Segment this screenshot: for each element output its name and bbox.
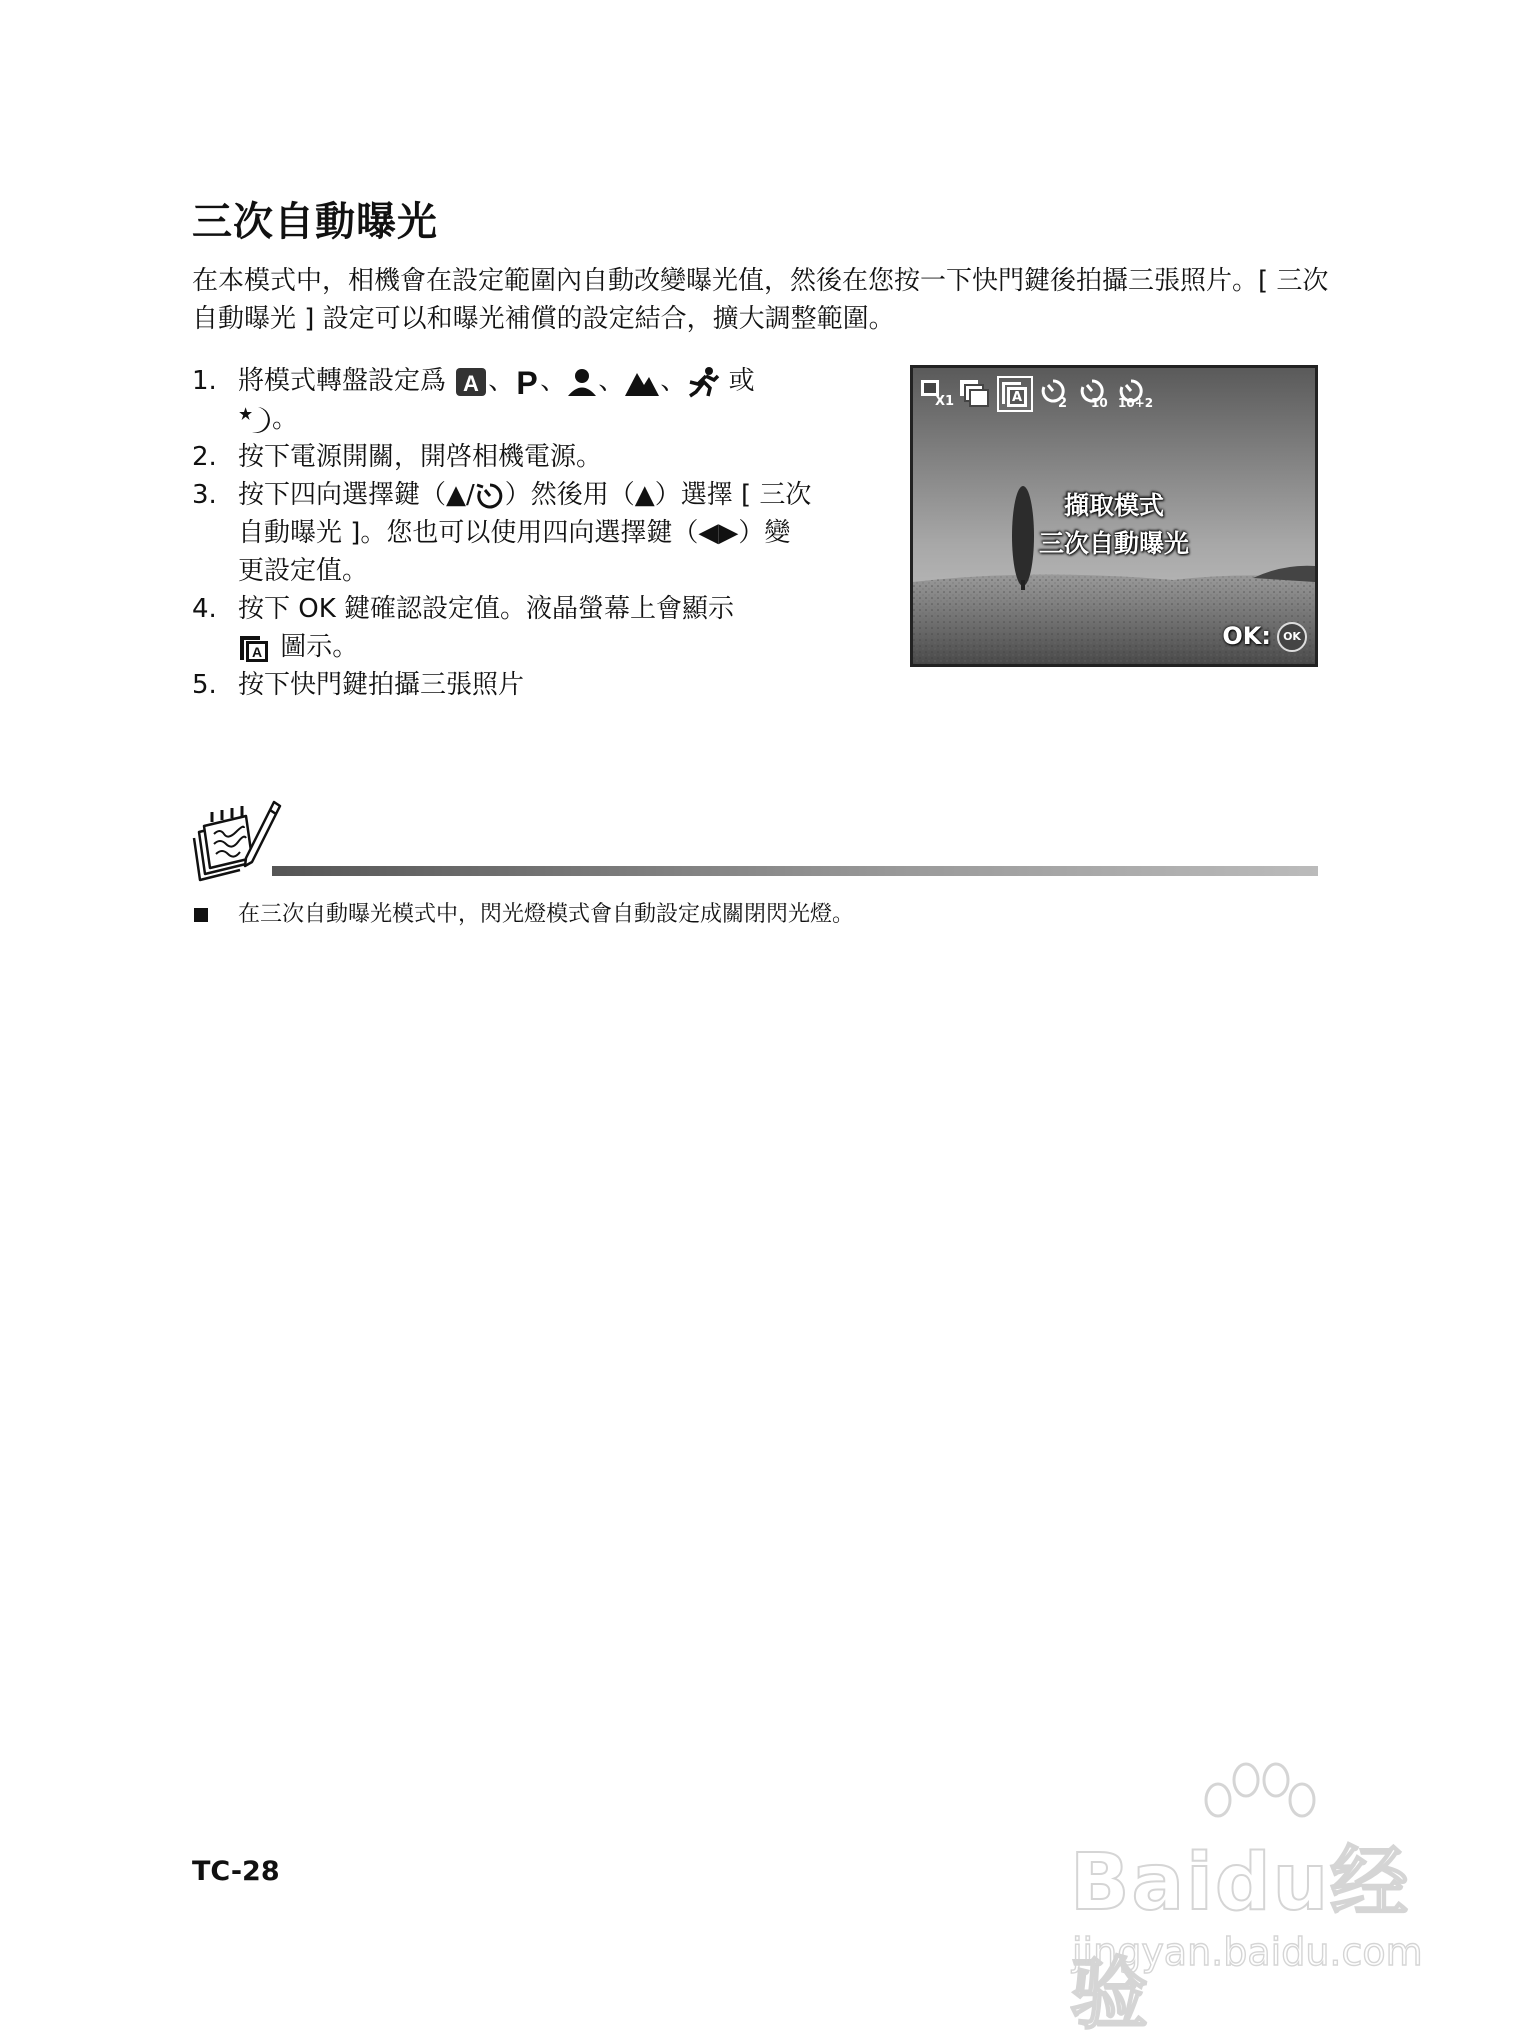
capture-mode-toolbar [919, 374, 1154, 412]
timer-10s-label: 10 [1091, 396, 1108, 410]
landscape-mode-icon [624, 367, 660, 397]
list-item [192, 476, 812, 590]
step-text-or: 或 [728, 366, 755, 396]
note [192, 899, 854, 931]
step-text-cont: 圖示。 [280, 632, 359, 662]
self-timer-10s-icon[interactable] [1075, 374, 1111, 412]
menu-title: 擷取模式 [1063, 491, 1164, 520]
watermark-brand: Baidu经验 [1070, 1838, 1411, 2040]
steps-list [192, 362, 812, 704]
step-number: 2. [192, 442, 217, 472]
section-title: 三次自動曝光 [192, 199, 438, 245]
step-text: 將模式轉盤設定爲 [238, 366, 447, 396]
timer-2s-label: 2 [1058, 396, 1068, 411]
step-number: 3. [192, 480, 217, 510]
step-text-cont: ）然後用（▲）選擇 [ 三次自動曝光 ]。您也可以使用四向選擇鍵（◀▶）變更設定值。 [238, 480, 812, 586]
aeb-label: A [1012, 390, 1023, 405]
timer-10-2-label: 10+2 [1118, 396, 1154, 410]
svg-text:P: P [516, 365, 538, 398]
list-item [192, 666, 812, 704]
bullet-square-icon [194, 908, 208, 922]
portrait-mode-icon [566, 367, 598, 397]
selected-mode[interactable]: 三次自動曝光 [1038, 529, 1189, 558]
auto-exposure-bracket-icon [238, 632, 272, 664]
watermark-url: jingyan.baidu.com [1072, 1930, 1423, 1974]
notepad-icon [190, 798, 282, 890]
list-item [192, 438, 812, 476]
step-text-end: 。 [272, 404, 299, 434]
ok-button[interactable]: OK [1277, 622, 1307, 652]
camera-lcd-screenshot [910, 365, 1318, 667]
single-shot-label: X1 [935, 394, 955, 409]
step-number: 1. [192, 366, 217, 396]
svg-text:A: A [251, 643, 263, 660]
single-shot-icon[interactable] [919, 374, 955, 412]
step-text: 按下電源開關，開啓相機電源。 [238, 442, 603, 472]
night-scene-icon [238, 404, 272, 436]
auto-mode-icon [454, 366, 488, 398]
intro-paragraph: 在本模式中，相機會在設定範圍內自動改變曝光值，然後在您按一下快門鍵後拍攝三張照片。[ 三次自動曝光 ] 設定可以和曝光補償的設定結合，擴大調整範圍。 [192, 266, 1329, 334]
continuous-shot-icon[interactable] [958, 374, 994, 412]
note-divider [272, 866, 1318, 876]
self-timer-icon [475, 481, 505, 511]
list-item: 1. 將模式轉盤設定爲 A 、 P 、 、 、 或 。 [192, 362, 812, 438]
step-text: 按下四向選擇鍵（▲/ [238, 480, 475, 510]
step-number: 4. [192, 594, 217, 624]
auto-exposure-bracket-icon[interactable] [997, 374, 1033, 412]
sport-mode-icon [686, 366, 720, 398]
list-item [192, 590, 812, 666]
ok-label: OK: [1222, 622, 1271, 650]
self-timer-2s-icon[interactable] [1036, 374, 1072, 412]
step-text: 按下快門鍵拍攝三張照片 [238, 670, 525, 700]
svg-text:A: A [463, 370, 480, 396]
self-timer-10-2-icon[interactable] [1114, 374, 1154, 412]
step-number: 5. [192, 670, 217, 700]
page-number: TC-28 [192, 1856, 280, 1887]
note-text: 在三次自動曝光模式中，閃光燈模式會自動設定成關閉閃光燈。 [238, 902, 855, 927]
watermark [1070, 1760, 1470, 2040]
program-mode-icon [514, 366, 540, 398]
step-text: 按下 OK 鍵確認設定值。液晶螢幕上會顯示 [238, 594, 735, 624]
